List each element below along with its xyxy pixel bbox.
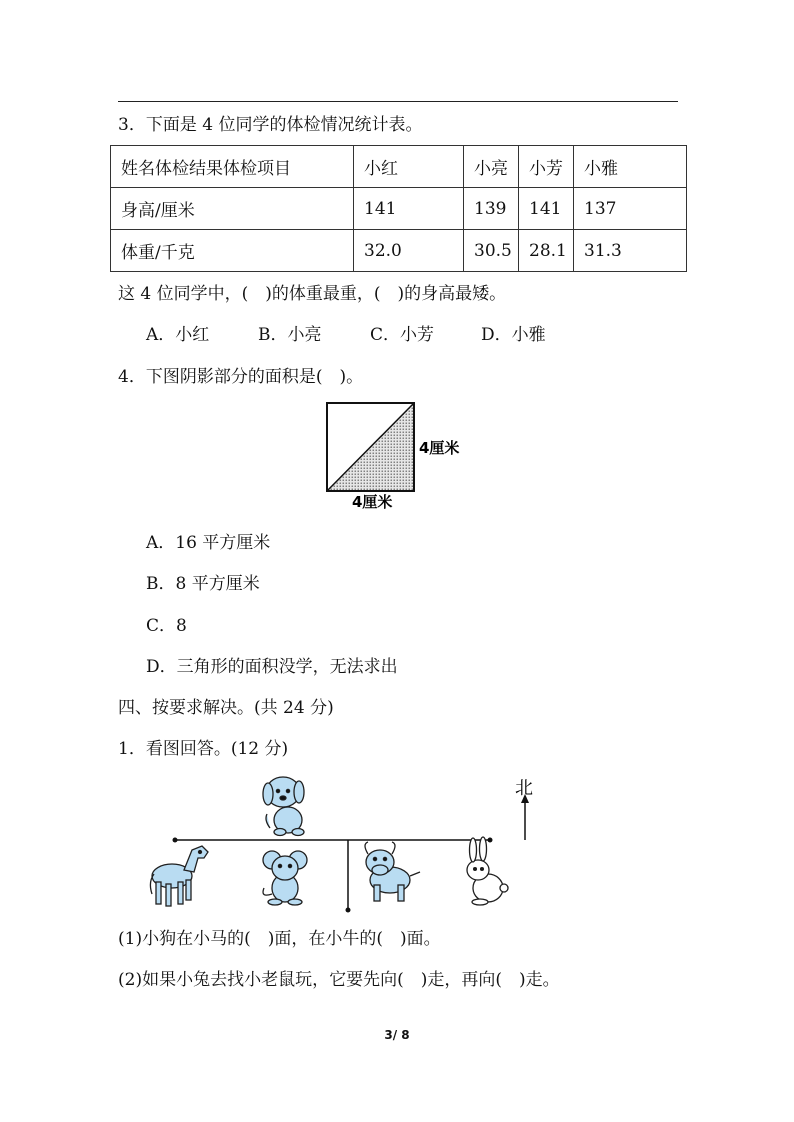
table-row [111,188,687,230]
section4-sub1: (1)小狗在小马的( )面，在小牛的( )面。 [118,929,441,949]
rabbit-icon [467,837,508,905]
section4-sub2: (2)如果小兔去找小老鼠玩，它要先向( )走，再向( )走。 [118,970,560,990]
q3-option-a: A．小红 [146,325,210,345]
header-rule [118,101,678,102]
table-cell: 137 [574,188,687,230]
q3-option-c: C．小芳 [370,325,435,345]
header-cell: 姓名体检结果体检项目 [111,146,354,188]
table-cell: 身高/厘米 [111,188,354,230]
line-end-dot [173,838,178,843]
bottom-side-label: 4厘米 [352,493,393,511]
q3-option-b: B．小亮 [258,325,322,345]
table-cell: 31.3 [574,230,687,272]
q4-option-a: A．16 平方厘米 [146,533,271,553]
table-cell: 28.1 [519,230,574,272]
table-row [111,230,687,272]
table-cell: 141 [354,188,464,230]
q4-option-c: C．8 [146,616,187,636]
header-cell: 小亮 [464,146,519,188]
q3-title: 3．下面是 4 位同学的体检情况统计表。 [118,115,423,135]
dog-icon [263,777,304,836]
horse-icon [150,846,208,906]
compass-north-label: 北 [515,778,533,799]
header-cell: 小红 [354,146,464,188]
q4-option-d: D．三角形的面积没学，无法求出 [146,657,398,677]
table-cell: 139 [464,188,519,230]
page-number: 3/ 8 [384,1028,410,1042]
q3-option-d: D．小雅 [481,325,546,345]
line-end-dot [488,838,493,843]
header-cell: 小芳 [519,146,574,188]
health-stats-table [110,145,687,272]
table-cell: 141 [519,188,574,230]
shaded-square-figure [315,398,475,514]
table-cell: 体重/千克 [111,230,354,272]
animal-position-diagram [140,770,560,920]
q3-question: 这 4 位同学中，( )的体重最重，( )的身高最矮。 [118,284,507,304]
q4-option-b: B．8 平方厘米 [146,574,260,594]
table-header-row [111,146,687,188]
table-cell: 32.0 [354,230,464,272]
table-cell: 30.5 [464,230,519,272]
right-side-label: 4厘米 [419,439,460,457]
header-cell: 小雅 [574,146,687,188]
section4-q1-title: 1．看图回答。(12 分) [118,739,289,759]
mouse-icon [263,851,307,905]
ox-icon [365,842,420,901]
north-arrow-icon [521,794,529,840]
line-end-dot [346,908,351,913]
section4-title: 四、按要求解决。(共 24 分) [118,698,334,718]
q4-title: 4．下图阴影部分的面积是( )。 [118,367,364,387]
